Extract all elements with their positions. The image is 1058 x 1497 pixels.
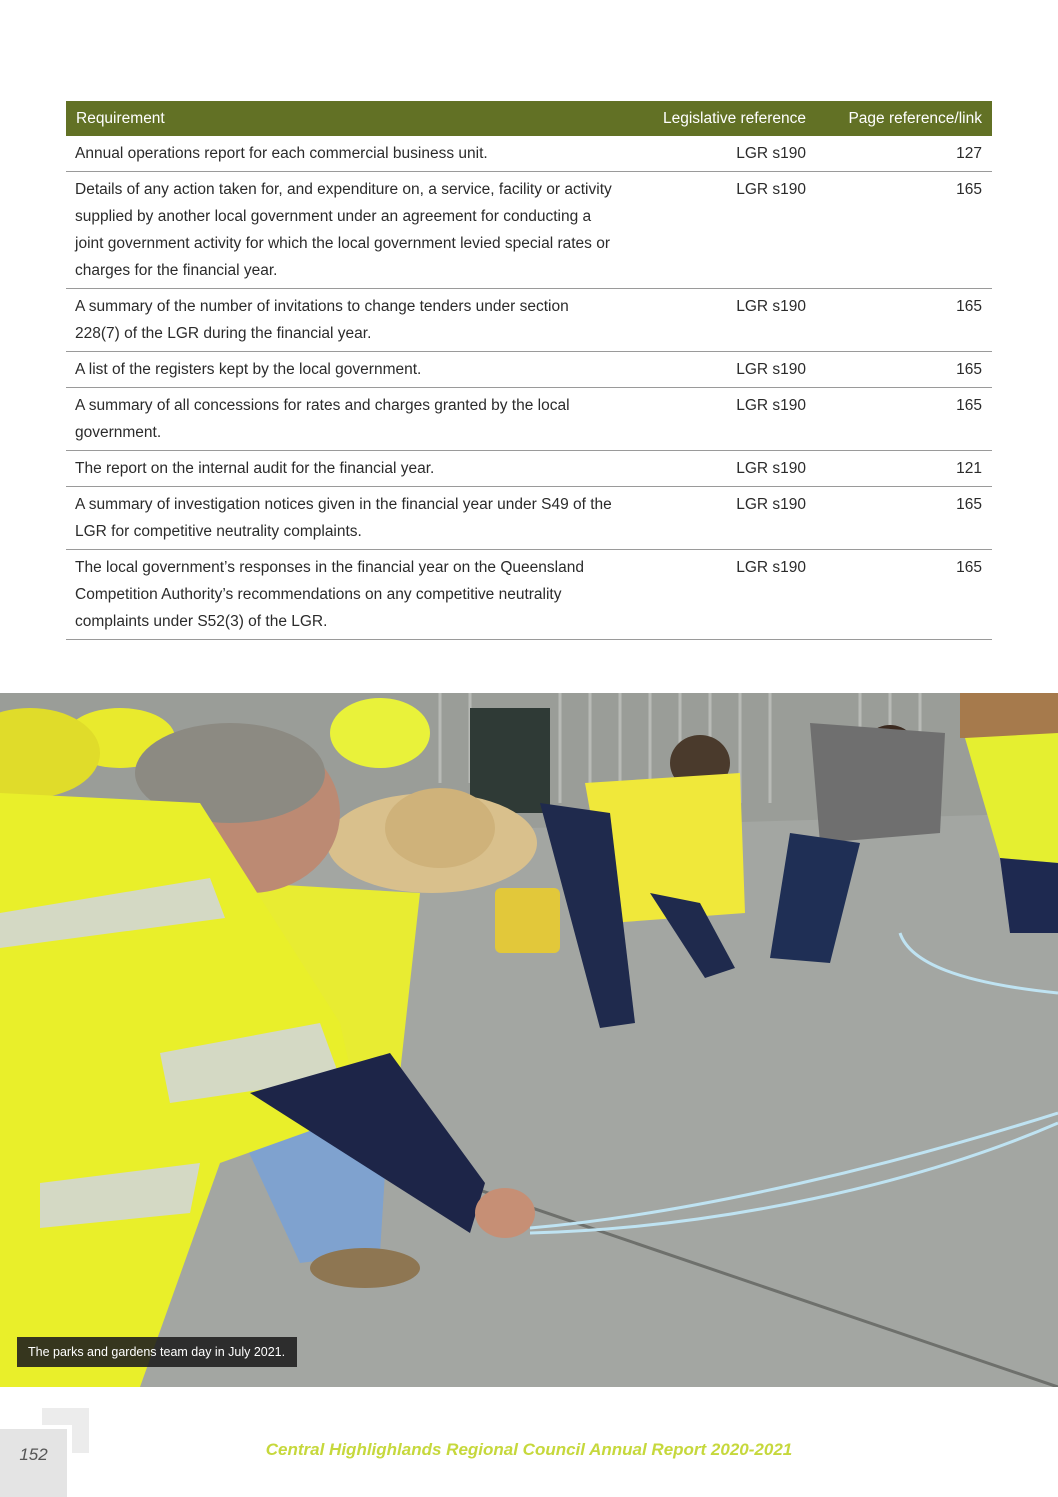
table-row <box>66 388 992 451</box>
row-page-reference: 165 <box>816 487 992 550</box>
row-page-reference: 127 <box>816 136 992 172</box>
header-requirement: Requirement <box>66 101 632 136</box>
row-page-reference: 165 <box>816 289 992 352</box>
row-requirement: A list of the registers kept by the local government. <box>66 352 632 388</box>
table-row <box>66 487 992 550</box>
row-requirement: A summary of the number of invitations to change tenders under section 228(7) of the LGR during the financial year. <box>66 289 632 352</box>
table-row <box>66 352 992 388</box>
table-row <box>66 136 992 172</box>
footer-report-title: Central Highlighlands Regional Council Annual Report 2020-2021 <box>265 1440 793 1459</box>
photo-caption: The parks and gardens team day in July 2021. <box>17 1337 297 1367</box>
row-legislative-reference: LGR s190 <box>632 136 816 172</box>
row-page-reference: 165 <box>816 550 992 640</box>
header-page-reference: Page reference/link <box>816 101 992 136</box>
row-page-reference: 165 <box>816 388 992 451</box>
page-number: 152 <box>19 1445 48 1464</box>
row-requirement: A summary of all concessions for rates and charges granted by the local government. <box>66 388 632 451</box>
row-page-reference: 121 <box>816 451 992 487</box>
row-legislative-reference: LGR s190 <box>632 388 816 451</box>
table-row <box>66 172 992 289</box>
row-requirement: Annual operations report for each commercial business unit. <box>66 136 632 172</box>
photo-illustration <box>0 693 1058 1387</box>
row-page-reference: 165 <box>816 172 992 289</box>
row-legislative-reference: LGR s190 <box>632 550 816 640</box>
team-day-photo <box>0 693 1058 1387</box>
row-requirement: The local government’s responses in the financial year on the Queensland Competition Authority’s recommendations on any competitive neutrality complaints under S52(3) of the LGR. <box>66 550 632 640</box>
row-page-reference: 165 <box>816 352 992 388</box>
row-requirement: A summary of investigation notices given in the financial year under S49 of the LGR for competitive neutrality complaints. <box>66 487 632 550</box>
table-header-row <box>66 101 992 136</box>
row-legislative-reference: LGR s190 <box>632 172 816 289</box>
row-legislative-reference: LGR s190 <box>632 451 816 487</box>
table-row <box>66 550 992 640</box>
row-requirement: Details of any action taken for, and expenditure on, a service, facility or activity supplied by another local government under an agreement for conducting a joint government activity for which the local government levied special rates or charges for the financial year. <box>66 172 632 289</box>
row-legislative-reference: LGR s190 <box>632 487 816 550</box>
table-row <box>66 451 992 487</box>
requirements-table <box>66 101 992 640</box>
table-row <box>66 289 992 352</box>
header-legislative-reference: Legislative reference <box>632 101 816 136</box>
row-requirement: The report on the internal audit for the financial year. <box>66 451 632 487</box>
row-legislative-reference: LGR s190 <box>632 352 816 388</box>
row-legislative-reference: LGR s190 <box>632 289 816 352</box>
